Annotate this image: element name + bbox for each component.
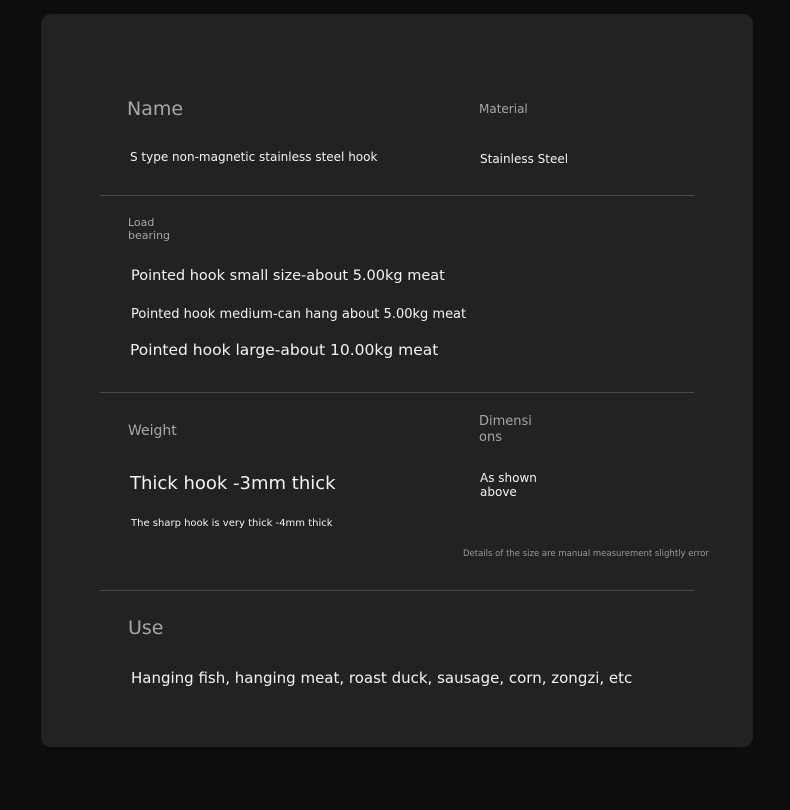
dimensions-label-line1: Dimensi [479, 414, 532, 429]
load-bearing-label-line2: bearing [128, 229, 171, 242]
weight-value-main: Thick hook -3mm thick [130, 473, 336, 494]
dimensions-label-line2: ons [479, 430, 502, 445]
divider-1 [100, 195, 694, 196]
spec-card [41, 14, 753, 747]
weight-value-sub: The sharp hook is very thick -4mm thick [131, 518, 333, 529]
name-label: Name [127, 98, 184, 120]
load-item-small: Pointed hook small size-about 5.00kg meat [131, 268, 445, 284]
material-label: Material [479, 102, 528, 116]
weight-label: Weight [128, 423, 177, 439]
dimensions-value [480, 471, 537, 499]
load-bearing-label [128, 216, 170, 242]
name-value: S type non-magnetic stainless steel hook [130, 150, 378, 164]
size-note: Details of the size are manual measurement slightly error [463, 549, 709, 559]
load-item-medium: Pointed hook medium-can hang about 5.00kg meat [131, 307, 467, 322]
divider-3 [100, 590, 694, 591]
dimensions-label [479, 414, 532, 446]
divider-2 [100, 392, 694, 393]
material-value: Stainless Steel [480, 152, 569, 166]
use-value: Hanging fish, hanging meat, roast duck, sausage, corn, zongzi, etc [131, 669, 633, 687]
load-item-large: Pointed hook large-about 10.00kg meat [130, 341, 439, 359]
dimensions-value-line1: As shown [480, 471, 537, 485]
dimensions-value-line2: above [480, 485, 517, 499]
use-label: Use [128, 617, 164, 639]
load-bearing-label-line1: Load [128, 216, 155, 229]
